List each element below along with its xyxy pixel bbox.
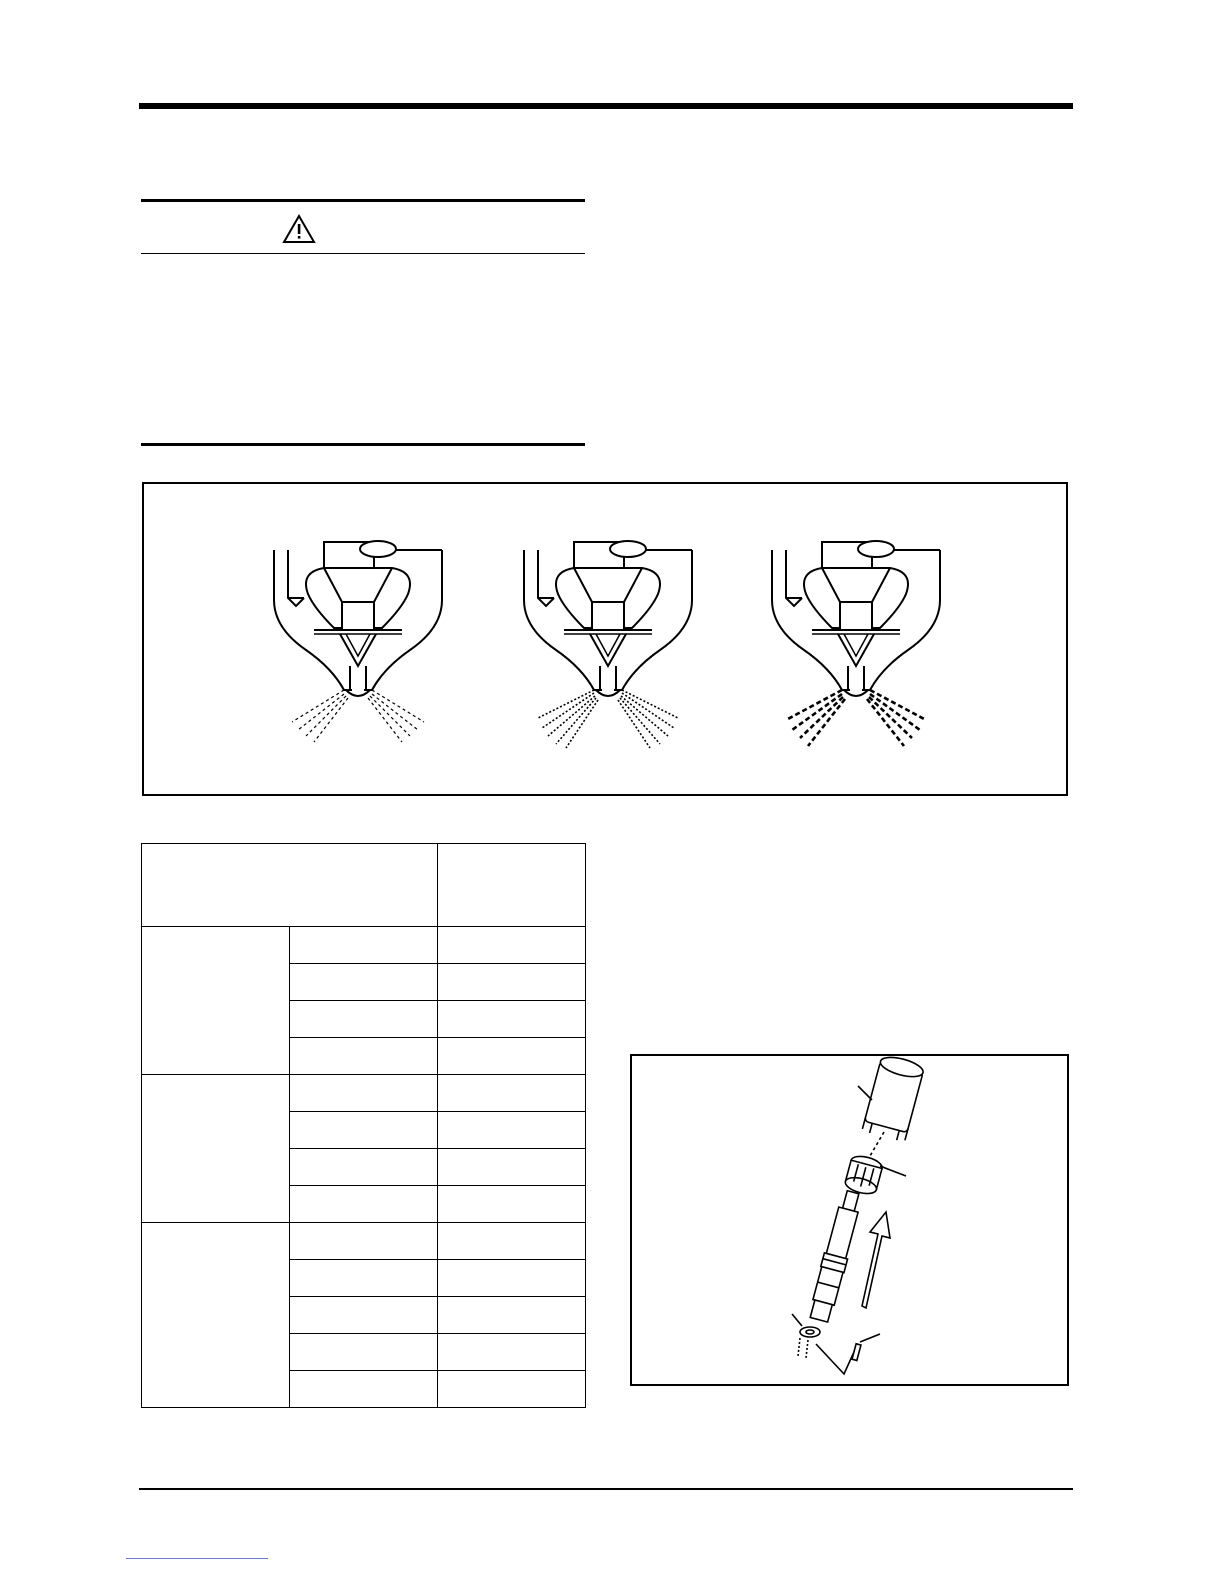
- table-row: [142, 1075, 586, 1112]
- table-row: [142, 1223, 586, 1260]
- table-group-label: [142, 927, 290, 1075]
- table-cell: [290, 1371, 438, 1408]
- table-cell: [438, 1075, 586, 1112]
- table-cell: [290, 1186, 438, 1223]
- table-cell: [290, 927, 438, 964]
- table-header-cell: [142, 844, 438, 927]
- table-cell: [290, 964, 438, 1001]
- warning-bottom-rule: [141, 443, 585, 446]
- nozzle-spray-fine-icon: [274, 541, 442, 742]
- spray-pattern-figure: [142, 482, 1068, 796]
- table-cell: [290, 1075, 438, 1112]
- footer-link-underline[interactable]: [126, 1558, 268, 1559]
- warning-top-rule: [141, 199, 585, 202]
- table-cell: [438, 1223, 586, 1260]
- table-cell: [438, 964, 586, 1001]
- table-header-cell: [438, 844, 586, 927]
- table-cell: [438, 1186, 586, 1223]
- table-cell: [438, 927, 586, 964]
- nozzle-spray-coarse-icon: [772, 541, 940, 746]
- table-cell: [438, 1038, 586, 1075]
- table-group-label: [142, 1075, 290, 1223]
- nozzle-spray-dribble-icon: [524, 541, 692, 748]
- table-cell: [438, 1149, 586, 1186]
- table-cell: [290, 1334, 438, 1371]
- table-group-label: [142, 1223, 290, 1408]
- spray-pattern-drawing: [144, 484, 1066, 794]
- table-cell: [438, 1001, 586, 1038]
- table-cell: [290, 1223, 438, 1260]
- injector-assembly-figure: [630, 1054, 1069, 1386]
- table-header-row: [142, 844, 586, 927]
- table-cell: [438, 1260, 586, 1297]
- table-cell: [290, 1001, 438, 1038]
- table-cell: [290, 1149, 438, 1186]
- injector-assembly-icon: [632, 1056, 1067, 1384]
- table-cell: [438, 1297, 586, 1334]
- table-cell: [438, 1112, 586, 1149]
- table-row: [142, 927, 586, 964]
- footer-rule: [139, 1488, 1073, 1490]
- warning-triangle-icon: [282, 214, 316, 244]
- table-cell: [290, 1038, 438, 1075]
- table-cell: [438, 1334, 586, 1371]
- table-cell: [290, 1297, 438, 1334]
- table-cell: [438, 1371, 586, 1408]
- table-cell: [290, 1260, 438, 1297]
- spec-table: [141, 843, 586, 1408]
- warning-divider: [141, 253, 585, 254]
- header-rule: [139, 103, 1073, 109]
- table-cell: [290, 1112, 438, 1149]
